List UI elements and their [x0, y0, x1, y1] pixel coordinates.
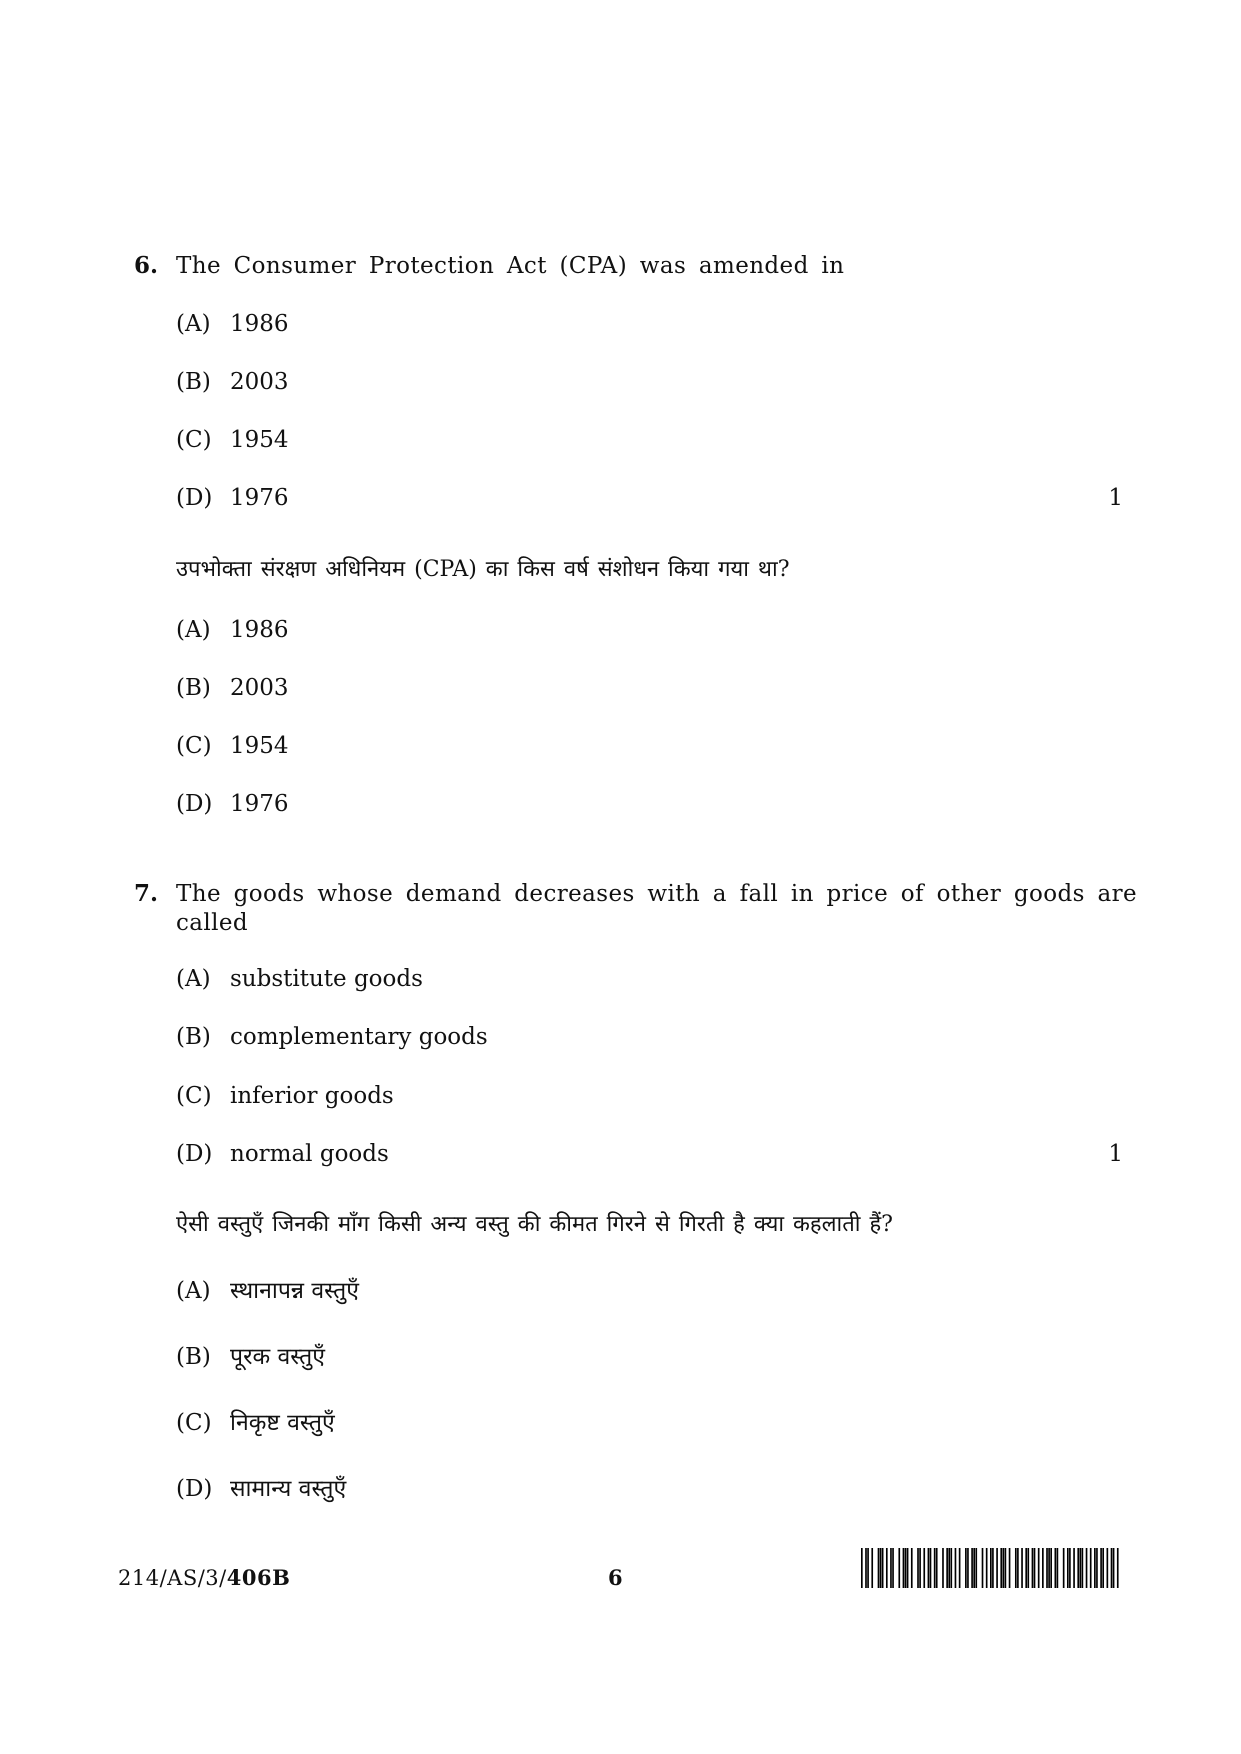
option-text: 2003	[230, 369, 289, 395]
option-text: 1986	[230, 311, 289, 337]
barcode-bar	[959, 1548, 961, 1588]
barcode-bar	[919, 1548, 921, 1588]
option-label: (A)	[176, 311, 211, 337]
barcode-bar	[973, 1548, 975, 1588]
question-text-hi: उपभोक्ता संरक्षण अधिनियम (CPA) का किस वर्ष संशोधन किया गया था?	[176, 557, 790, 582]
barcode-bar	[1077, 1548, 1079, 1588]
option-text: सामान्य वस्तुएँ	[230, 1476, 347, 1502]
barcode-bar	[1086, 1548, 1088, 1588]
barcode-bar	[1002, 1548, 1004, 1588]
option-text: complementary goods	[230, 1024, 488, 1050]
question-text-en-line2: called	[176, 910, 249, 936]
option-en	[176, 1024, 488, 1050]
option-label: (B)	[176, 369, 211, 395]
barcode-bar	[861, 1548, 863, 1588]
paper-code-prefix: 214/AS/3/	[118, 1566, 227, 1590]
barcode-bar	[865, 1548, 867, 1588]
option-label: (D)	[176, 791, 213, 817]
barcode-bar	[946, 1548, 948, 1588]
barcode-bar	[1055, 1548, 1057, 1588]
barcode-bar	[950, 1548, 952, 1588]
barcode-bar	[886, 1548, 888, 1588]
barcode-bar	[890, 1548, 892, 1588]
question-text-en-line1: The goods whose demand decreases with a fall in price of other goods are	[176, 881, 1138, 907]
option-label: (B)	[176, 1024, 211, 1050]
barcode-bar	[930, 1548, 932, 1588]
option-text: 1954	[230, 427, 289, 453]
barcode-bar	[1025, 1548, 1027, 1588]
barcode-bar	[898, 1548, 900, 1588]
barcode-bar	[1117, 1548, 1119, 1588]
barcode-bar	[1063, 1548, 1065, 1588]
option-text: स्थानापन्न वस्तुएँ	[230, 1278, 359, 1304]
barcode-bar	[907, 1548, 909, 1588]
barcode-bar	[923, 1548, 925, 1588]
barcode-bar	[1042, 1548, 1044, 1588]
barcode-bar	[1046, 1548, 1048, 1588]
option-en	[176, 1141, 389, 1167]
option-hi	[176, 1405, 335, 1437]
option-hi	[176, 675, 289, 701]
barcode-bar	[928, 1548, 930, 1588]
barcode-bar	[1050, 1548, 1052, 1588]
barcode-bar	[1082, 1548, 1084, 1588]
option-text: 1954	[230, 733, 289, 759]
option-hi	[176, 791, 289, 817]
barcode-bar	[917, 1548, 919, 1588]
barcode-bar	[1000, 1548, 1002, 1588]
barcode-bar	[948, 1548, 950, 1588]
barcode-bar	[867, 1548, 869, 1588]
option-en	[176, 485, 289, 511]
barcode-bar	[982, 1548, 984, 1588]
option-en	[176, 1083, 394, 1109]
barcode-bar	[1057, 1548, 1059, 1588]
paper-code	[118, 1565, 290, 1590]
barcode-bar	[903, 1548, 905, 1588]
barcode-bar	[878, 1548, 880, 1588]
option-label: (A)	[176, 617, 211, 643]
question-text-hi: ऐसी वस्तुएँ जिनकी माँग किसी अन्य वस्तु की कीमत गिरने से गिरती है क्या कहलाती हैं?	[176, 1212, 893, 1237]
barcode-bar	[1102, 1548, 1104, 1588]
barcode-bar	[1005, 1548, 1007, 1588]
barcode-bar	[1111, 1548, 1113, 1588]
question-number: 7.	[134, 880, 159, 907]
option-hi	[176, 1471, 346, 1503]
barcode-bar	[955, 1548, 957, 1588]
option-text: 1976	[230, 485, 289, 511]
option-label: (A)	[176, 1278, 211, 1304]
barcode-bar	[1113, 1548, 1115, 1588]
barcode-bar	[1009, 1548, 1011, 1588]
barcode-bar	[905, 1548, 907, 1588]
barcode-bar	[892, 1548, 894, 1588]
barcode-bar	[1038, 1548, 1040, 1588]
option-label: (D)	[176, 1476, 213, 1502]
barcode-bar	[971, 1548, 973, 1588]
barcode-bar	[1032, 1548, 1034, 1588]
option-en	[176, 311, 289, 337]
barcode-bar	[1096, 1548, 1098, 1588]
option-label: (D)	[176, 485, 213, 511]
option-label: (A)	[176, 966, 211, 992]
barcode-bar	[880, 1548, 882, 1588]
barcode-bar	[967, 1548, 969, 1588]
barcode-bar	[936, 1548, 938, 1588]
barcode-bar	[1015, 1548, 1017, 1588]
option-label: (B)	[176, 675, 211, 701]
barcode-bar	[965, 1548, 967, 1588]
barcode-icon	[861, 1548, 1119, 1588]
option-hi	[176, 1273, 359, 1305]
option-label: (C)	[176, 733, 212, 759]
option-text: 2003	[230, 675, 289, 701]
option-en	[176, 966, 423, 992]
option-en	[176, 427, 289, 453]
option-label: (D)	[176, 1141, 213, 1167]
barcode-bar	[1079, 1548, 1081, 1588]
barcode-bar	[1069, 1548, 1071, 1588]
option-label: (C)	[176, 1410, 212, 1436]
barcode-bar	[934, 1548, 936, 1588]
option-hi	[176, 617, 289, 643]
barcode-bar	[1090, 1548, 1092, 1588]
barcode-bar	[975, 1548, 977, 1588]
option-text: पूरक वस्तुएँ	[230, 1344, 326, 1370]
paper-code-bold: 406B	[226, 1565, 291, 1590]
option-hi	[176, 1339, 325, 1371]
option-label: (B)	[176, 1344, 211, 1370]
barcode-bar	[942, 1548, 944, 1588]
barcode-bar	[1048, 1548, 1050, 1588]
page-number: 6	[608, 1565, 623, 1590]
barcode-bar	[1100, 1548, 1102, 1588]
barcode-bar	[1067, 1548, 1069, 1588]
option-text: निकृष्ट वस्तुएँ	[230, 1410, 335, 1436]
barcode-bar	[1107, 1548, 1109, 1588]
barcode-bar	[871, 1548, 873, 1588]
option-text: 1976	[230, 791, 289, 817]
option-en	[176, 369, 289, 395]
barcode-bar	[992, 1548, 994, 1588]
barcode-bar	[1034, 1548, 1036, 1588]
barcode-bar	[1073, 1548, 1075, 1588]
option-text: normal goods	[230, 1141, 389, 1167]
option-text: inferior goods	[230, 1083, 394, 1109]
barcode-bar	[1021, 1548, 1023, 1588]
option-label: (C)	[176, 1083, 212, 1109]
barcode-bar	[1094, 1548, 1096, 1588]
question-text-en: The Consumer Protection Act (CPA) was amended in	[176, 253, 845, 279]
barcode-bar	[990, 1548, 992, 1588]
barcode-bar	[996, 1548, 998, 1588]
option-label: (C)	[176, 427, 212, 453]
question-number: 6.	[134, 252, 159, 279]
option-text: substitute goods	[230, 966, 423, 992]
option-hi	[176, 733, 289, 759]
question-marks: 1	[1108, 1141, 1123, 1167]
option-text: 1986	[230, 617, 289, 643]
barcode-bar	[1027, 1548, 1029, 1588]
question-marks: 1	[1108, 485, 1123, 511]
barcode-bar	[986, 1548, 988, 1588]
barcode-bar	[1017, 1548, 1019, 1588]
barcode-bar	[911, 1548, 913, 1588]
barcode-bar	[882, 1548, 884, 1588]
